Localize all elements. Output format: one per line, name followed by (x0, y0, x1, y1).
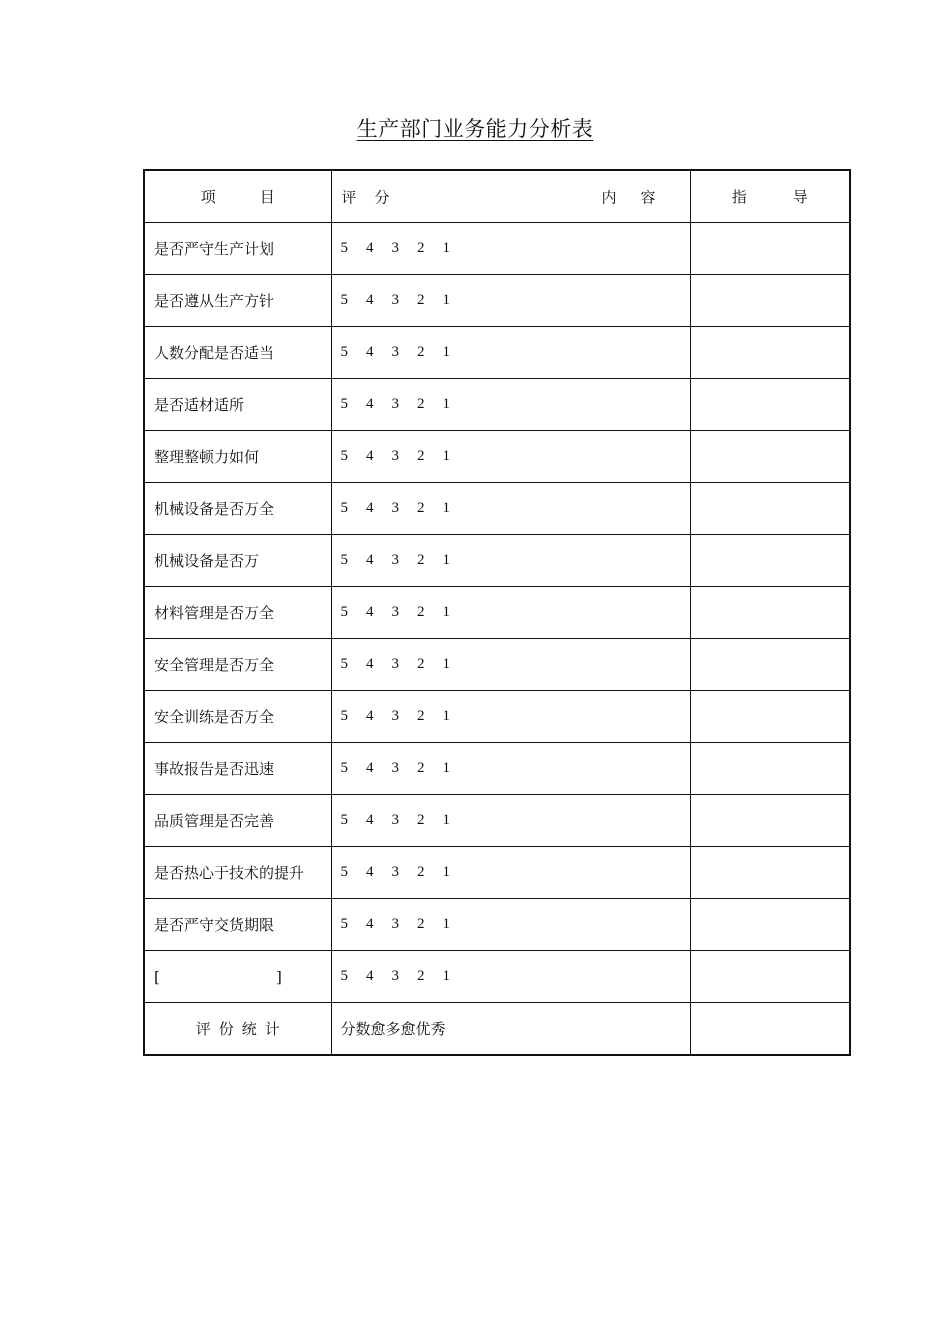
item-label: 整理整顿力如何 (144, 431, 331, 483)
header-score (342, 186, 390, 207)
score-option: 3 (391, 500, 399, 516)
guide-cell (690, 1003, 850, 1056)
guide-cell (690, 639, 850, 691)
header-item-char: 目 (259, 188, 275, 206)
score-option: 5 (340, 760, 348, 776)
score-option: 5 (340, 448, 348, 464)
score-option: 5 (340, 708, 348, 724)
score-option: 5 (340, 968, 348, 984)
score-option: 5 (340, 916, 348, 932)
table-row (144, 795, 850, 847)
table-row (144, 483, 850, 535)
header-content-char: 内 (601, 188, 617, 206)
guide-cell (690, 587, 850, 639)
score-option: 4 (366, 760, 374, 776)
guide-cell (690, 379, 850, 431)
score-scale (331, 223, 690, 275)
score-option: 4 (366, 812, 374, 828)
score-scale (331, 483, 690, 535)
score-option: 4 (366, 292, 374, 308)
guide-cell (690, 275, 850, 327)
item-label: 安全管理是否万全 (144, 639, 331, 691)
score-option: 2 (417, 760, 425, 776)
table-row (144, 847, 850, 899)
table-row (144, 431, 850, 483)
analysis-table (143, 169, 851, 1056)
page-title (0, 114, 950, 144)
score-option: 2 (417, 344, 425, 360)
score-option: 4 (366, 240, 374, 256)
score-option: 1 (442, 656, 450, 672)
score-option: 4 (366, 344, 374, 360)
table-row (144, 587, 850, 639)
header-item-char: 项 (200, 188, 216, 206)
guide-cell (690, 795, 850, 847)
guide-cell (690, 691, 850, 743)
score-option: 4 (366, 656, 374, 672)
score-option: 4 (366, 396, 374, 412)
score-option: 5 (340, 604, 348, 620)
score-option: 4 (366, 604, 374, 620)
score-option: 2 (417, 812, 425, 828)
header-guide-char: 导 (792, 188, 808, 206)
score-option: 3 (391, 812, 399, 828)
item-label: 品质管理是否完善 (144, 795, 331, 847)
score-scale (331, 379, 690, 431)
score-scale (331, 587, 690, 639)
score-option: 3 (391, 240, 399, 256)
guide-cell (690, 847, 850, 899)
summary-label-char: 评 (195, 1020, 211, 1038)
score-option: 1 (442, 760, 450, 776)
score-option: 5 (340, 292, 348, 308)
item-label: 安全训练是否万全 (144, 691, 331, 743)
score-option: 5 (340, 344, 348, 360)
score-option: 1 (442, 916, 450, 932)
score-option: 5 (340, 500, 348, 516)
score-scale (331, 431, 690, 483)
item-label: 人数分配是否适当 (144, 327, 331, 379)
score-option: 1 (442, 864, 450, 880)
header-guide-char: 指 (731, 188, 747, 206)
table-row (144, 639, 850, 691)
guide-cell (690, 899, 850, 951)
header-content (602, 186, 656, 207)
score-option: 2 (417, 448, 425, 464)
score-option: 1 (442, 396, 450, 412)
score-option: 2 (417, 916, 425, 932)
item-label: 是否严守生产计划 (144, 223, 331, 275)
score-option: 2 (417, 292, 425, 308)
score-option: 1 (442, 812, 450, 828)
score-option: 1 (442, 708, 450, 724)
score-option: 2 (417, 552, 425, 568)
custom-row (144, 951, 850, 1003)
score-option: 4 (366, 968, 374, 984)
item-label: 是否热心于技术的提升 (144, 847, 331, 899)
score-option: 3 (391, 552, 399, 568)
score-option: 1 (442, 292, 450, 308)
score-option: 3 (391, 760, 399, 776)
table-row (144, 275, 850, 327)
table-row (144, 899, 850, 951)
score-option: 3 (391, 448, 399, 464)
summary-row (144, 1003, 850, 1056)
score-scale (331, 795, 690, 847)
score-option: 3 (391, 292, 399, 308)
summary-label (144, 1003, 331, 1056)
score-option: 4 (366, 552, 374, 568)
score-scale (331, 535, 690, 587)
score-scale (331, 691, 690, 743)
score-option: 2 (417, 240, 425, 256)
score-scale (331, 275, 690, 327)
table-row (144, 223, 850, 275)
score-option: 3 (391, 344, 399, 360)
score-option: 5 (340, 552, 348, 568)
summary-label-char: 统 (241, 1020, 257, 1038)
item-label: 机械设备是否万 (144, 535, 331, 587)
score-option: 5 (340, 812, 348, 828)
score-option: 5 (340, 864, 348, 880)
score-option: 1 (442, 448, 450, 464)
guide-cell (690, 743, 850, 795)
score-option: 3 (391, 656, 399, 672)
score-scale (331, 899, 690, 951)
score-option: 4 (366, 864, 374, 880)
score-option: 2 (417, 396, 425, 412)
table-row (144, 743, 850, 795)
header-score-char: 分 (374, 188, 390, 206)
score-option: 4 (366, 500, 374, 516)
guide-cell (690, 327, 850, 379)
score-option: 2 (417, 500, 425, 516)
header-item (144, 170, 331, 223)
guide-cell (690, 951, 850, 1003)
open-bracket: [ (154, 967, 160, 986)
score-scale (331, 847, 690, 899)
custom-item-blank (144, 951, 331, 1003)
score-option: 4 (366, 916, 374, 932)
score-scale (331, 743, 690, 795)
score-option: 3 (391, 864, 399, 880)
item-label: 机械设备是否万全 (144, 483, 331, 535)
item-label: 是否适材适所 (144, 379, 331, 431)
table-row (144, 327, 850, 379)
score-option: 2 (417, 656, 425, 672)
guide-cell (690, 535, 850, 587)
summary-label-char: 份 (218, 1020, 234, 1038)
score-option: 1 (442, 500, 450, 516)
score-option: 3 (391, 396, 399, 412)
score-option: 3 (391, 968, 399, 984)
item-label: 是否遵从生产方针 (144, 275, 331, 327)
score-option: 5 (340, 240, 348, 256)
header-row (144, 170, 850, 223)
score-scale (331, 327, 690, 379)
score-option: 1 (442, 344, 450, 360)
score-option: 1 (442, 604, 450, 620)
score-scale (331, 639, 690, 691)
score-option: 5 (340, 656, 348, 672)
score-option: 2 (417, 604, 425, 620)
score-option: 4 (366, 448, 374, 464)
header-score-content (331, 170, 690, 223)
score-option: 1 (442, 968, 450, 984)
guide-cell (690, 223, 850, 275)
guide-cell (690, 483, 850, 535)
score-option: 2 (417, 968, 425, 984)
score-option: 3 (391, 708, 399, 724)
score-option: 1 (442, 552, 450, 568)
score-option: 5 (340, 396, 348, 412)
header-guide (690, 170, 850, 223)
close-bracket: ] (276, 967, 282, 986)
guide-cell (690, 431, 850, 483)
table-row (144, 691, 850, 743)
item-label: 事故报告是否迅速 (144, 743, 331, 795)
summary-text: 分数愈多愈优秀 (331, 1003, 690, 1056)
score-option: 3 (391, 916, 399, 932)
score-option: 4 (366, 708, 374, 724)
score-option: 1 (442, 240, 450, 256)
summary-label-char: 计 (264, 1020, 280, 1038)
header-content-char: 容 (640, 188, 656, 206)
score-option: 3 (391, 604, 399, 620)
header-score-char: 评 (341, 188, 357, 206)
score-option: 2 (417, 708, 425, 724)
score-option: 2 (417, 864, 425, 880)
table-row (144, 379, 850, 431)
item-label: 材料管理是否万全 (144, 587, 331, 639)
table-row (144, 535, 850, 587)
item-label: 是否严守交货期限 (144, 899, 331, 951)
score-scale (331, 951, 690, 1003)
title-text: 生产部门业务能力分析表 (356, 117, 594, 141)
